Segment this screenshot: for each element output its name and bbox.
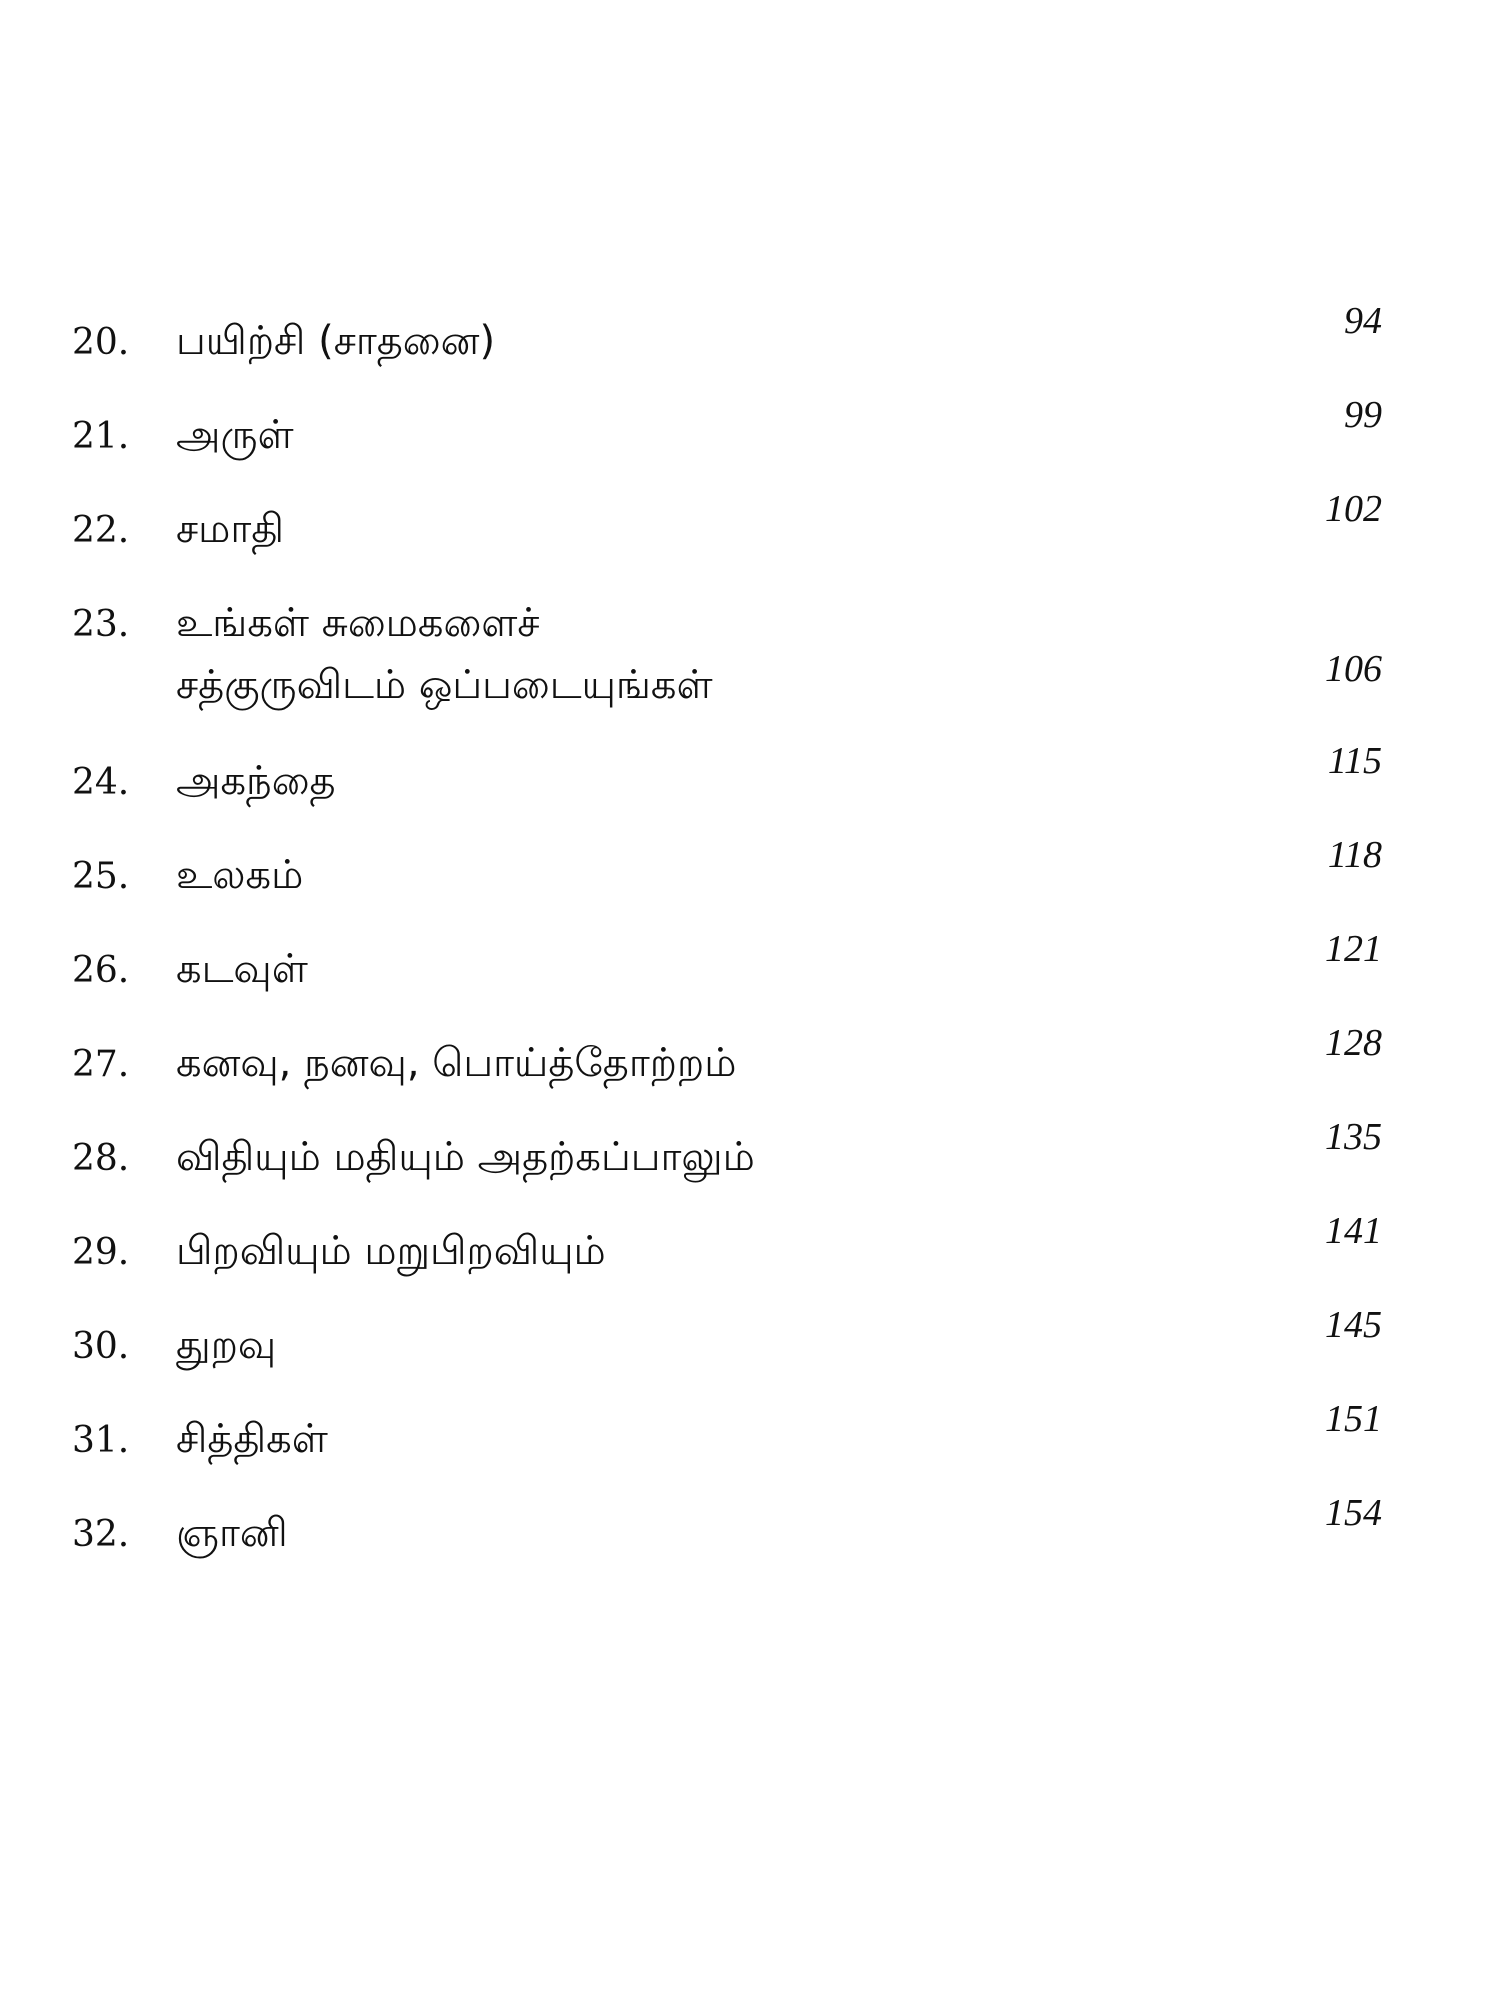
entry-title: சித்திகள்	[176, 1416, 328, 1462]
entry-title: ஞானி	[176, 1510, 288, 1556]
toc-entry-20	[72, 296, 1382, 390]
entry-number: 23.	[72, 604, 130, 645]
toc-entry-21	[72, 390, 1382, 484]
table-of-contents	[72, 296, 1382, 1582]
entry-page-number: 106	[1325, 648, 1382, 690]
entry-title: பிறவியும் மறுபிறவியும்	[176, 1228, 606, 1274]
toc-entry-24	[72, 736, 1382, 830]
entry-number: 27.	[72, 1044, 130, 1085]
entry-page-number: 154	[1325, 1492, 1382, 1534]
entry-number: 30.	[72, 1326, 130, 1367]
entry-number: 32.	[72, 1514, 130, 1555]
entry-page-number: 94	[1344, 300, 1382, 342]
entry-title: சமாதி	[176, 506, 285, 552]
entry-title: உலகம்	[176, 852, 304, 898]
entry-number: 21.	[72, 416, 130, 457]
entry-page-number: 135	[1325, 1116, 1382, 1158]
entry-number: 26.	[72, 950, 130, 991]
toc-entry-23	[72, 578, 1382, 736]
toc-entry-30	[72, 1300, 1382, 1394]
entry-number: 24.	[72, 762, 130, 803]
entry-title	[162, 578, 1382, 716]
entry-title-line-2: சத்குருவிடம் ஒப்படையுங்கள்	[176, 662, 713, 708]
entry-page-number: 128	[1325, 1022, 1382, 1064]
entry-number: 22.	[72, 510, 130, 551]
entry-title: விதியும் மதியும் அதற்கப்பாலும்	[176, 1134, 755, 1180]
toc-entry-31	[72, 1394, 1382, 1488]
entry-page-number: 151	[1325, 1398, 1382, 1440]
entry-number: 29.	[72, 1232, 130, 1273]
entry-title-line-1: உங்கள் சுமைகளைச்	[176, 600, 540, 646]
toc-entry-29	[72, 1206, 1382, 1300]
toc-entry-22	[72, 484, 1382, 578]
entry-page-number: 115	[1327, 740, 1382, 782]
entry-page-number: 121	[1325, 928, 1382, 970]
entry-page-number: 102	[1325, 488, 1382, 530]
entry-number: 20.	[72, 322, 130, 363]
entry-title: பயிற்சி (சாதனை)	[176, 318, 496, 364]
entry-page-number: 145	[1325, 1304, 1382, 1346]
entry-number: 31.	[72, 1420, 130, 1461]
entry-number: 28.	[72, 1138, 130, 1179]
toc-entry-25	[72, 830, 1382, 924]
entry-title: துறவு	[176, 1322, 277, 1368]
entry-title: கடவுள்	[176, 946, 308, 992]
toc-entry-27	[72, 1018, 1382, 1112]
entry-page-number: 118	[1327, 834, 1382, 876]
entry-title: அருள்	[176, 412, 294, 458]
toc-entry-32	[72, 1488, 1382, 1582]
toc-entry-26	[72, 924, 1382, 1018]
entry-title: கனவு, நனவு, பொய்த்தோற்றம்	[176, 1040, 737, 1086]
entry-page-number: 141	[1325, 1210, 1382, 1252]
entry-number: 25.	[72, 856, 130, 897]
entry-title: அகந்தை	[176, 758, 336, 804]
toc-entry-28	[72, 1112, 1382, 1206]
entry-page-number: 99	[1344, 394, 1382, 436]
